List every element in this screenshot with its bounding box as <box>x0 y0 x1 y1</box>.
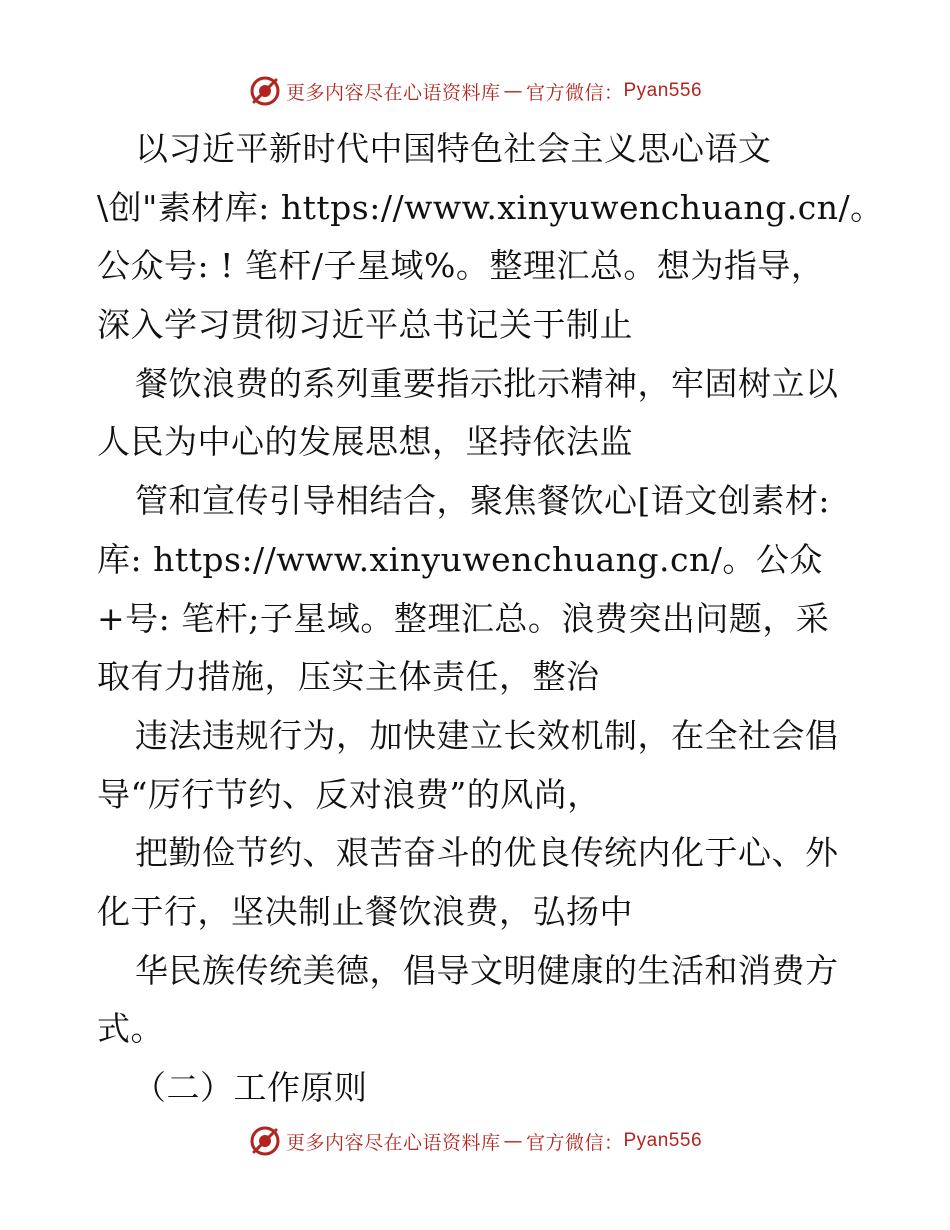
text-line: 管和宣传引导相结合，聚焦餐饮心[语文创素材: <box>135 481 830 521</box>
document-body <box>97 120 884 1118</box>
watermark-text: 更多内容尽在心语资料库 <box>285 1131 501 1154</box>
logo-icon <box>248 74 282 108</box>
watermark-wechat-id: Pyan556 <box>623 1130 703 1151</box>
watermark-wechat-label: 官方微信： <box>525 81 624 104</box>
text-line: 以习近平新时代中国特色社会主义思心语文 <box>135 129 772 168</box>
text-line: +号: 笔杆;子星域。整理汇总。浪费突出问题，采 <box>97 598 830 638</box>
text-line: 深入学习贯彻习近平总书记关于制止 <box>97 305 633 345</box>
text-line: 取有力措施，压实主体责任，整治 <box>97 657 600 697</box>
watermark-text: 更多内容尽在心语资料库 <box>285 81 501 104</box>
text-line: 公众号: ! 笔杆/子星域%。整理汇总。想为指导， <box>97 246 825 286</box>
text-line: 式。 <box>97 1009 164 1049</box>
text-line: 华民族传统美德，倡导文明健康的生活和消费方 <box>135 950 839 990</box>
header-watermark <box>0 74 950 108</box>
text-line: 违法违规行为，加快建立长效机制，在全社会倡 <box>135 715 839 755</box>
watermark-wechat-label: 官方微信： <box>525 1131 624 1154</box>
text-line: 库: https://www.xinyuwenchuang.cn/。公众 <box>97 539 823 579</box>
watermark-separator: — <box>503 80 523 102</box>
text-line: 化于行，坚决制止餐饮浪费，弘扬中 <box>97 891 633 931</box>
section-heading: （二）工作原则 <box>133 1068 368 1107</box>
text-line: 把勤俭节约、艰苦奋斗的优良传统内化于心、外 <box>135 833 839 873</box>
logo-icon <box>248 1124 282 1158</box>
text-line: 导“厉行节约、反对浪费”的风尚， <box>97 774 601 814</box>
text-line: \创"素材库: https://www.xinyuwenchuang.cn/。 <box>97 187 884 227</box>
text-line: 餐饮浪费的系列重要指示批示精神，牢固树立以 <box>135 363 839 403</box>
text-line: 人民为中心的发展思想，坚持依法监 <box>97 422 633 462</box>
watermark-wechat-id: Pyan556 <box>623 80 703 101</box>
watermark-separator: — <box>503 1130 523 1152</box>
footer-watermark <box>0 1124 950 1158</box>
